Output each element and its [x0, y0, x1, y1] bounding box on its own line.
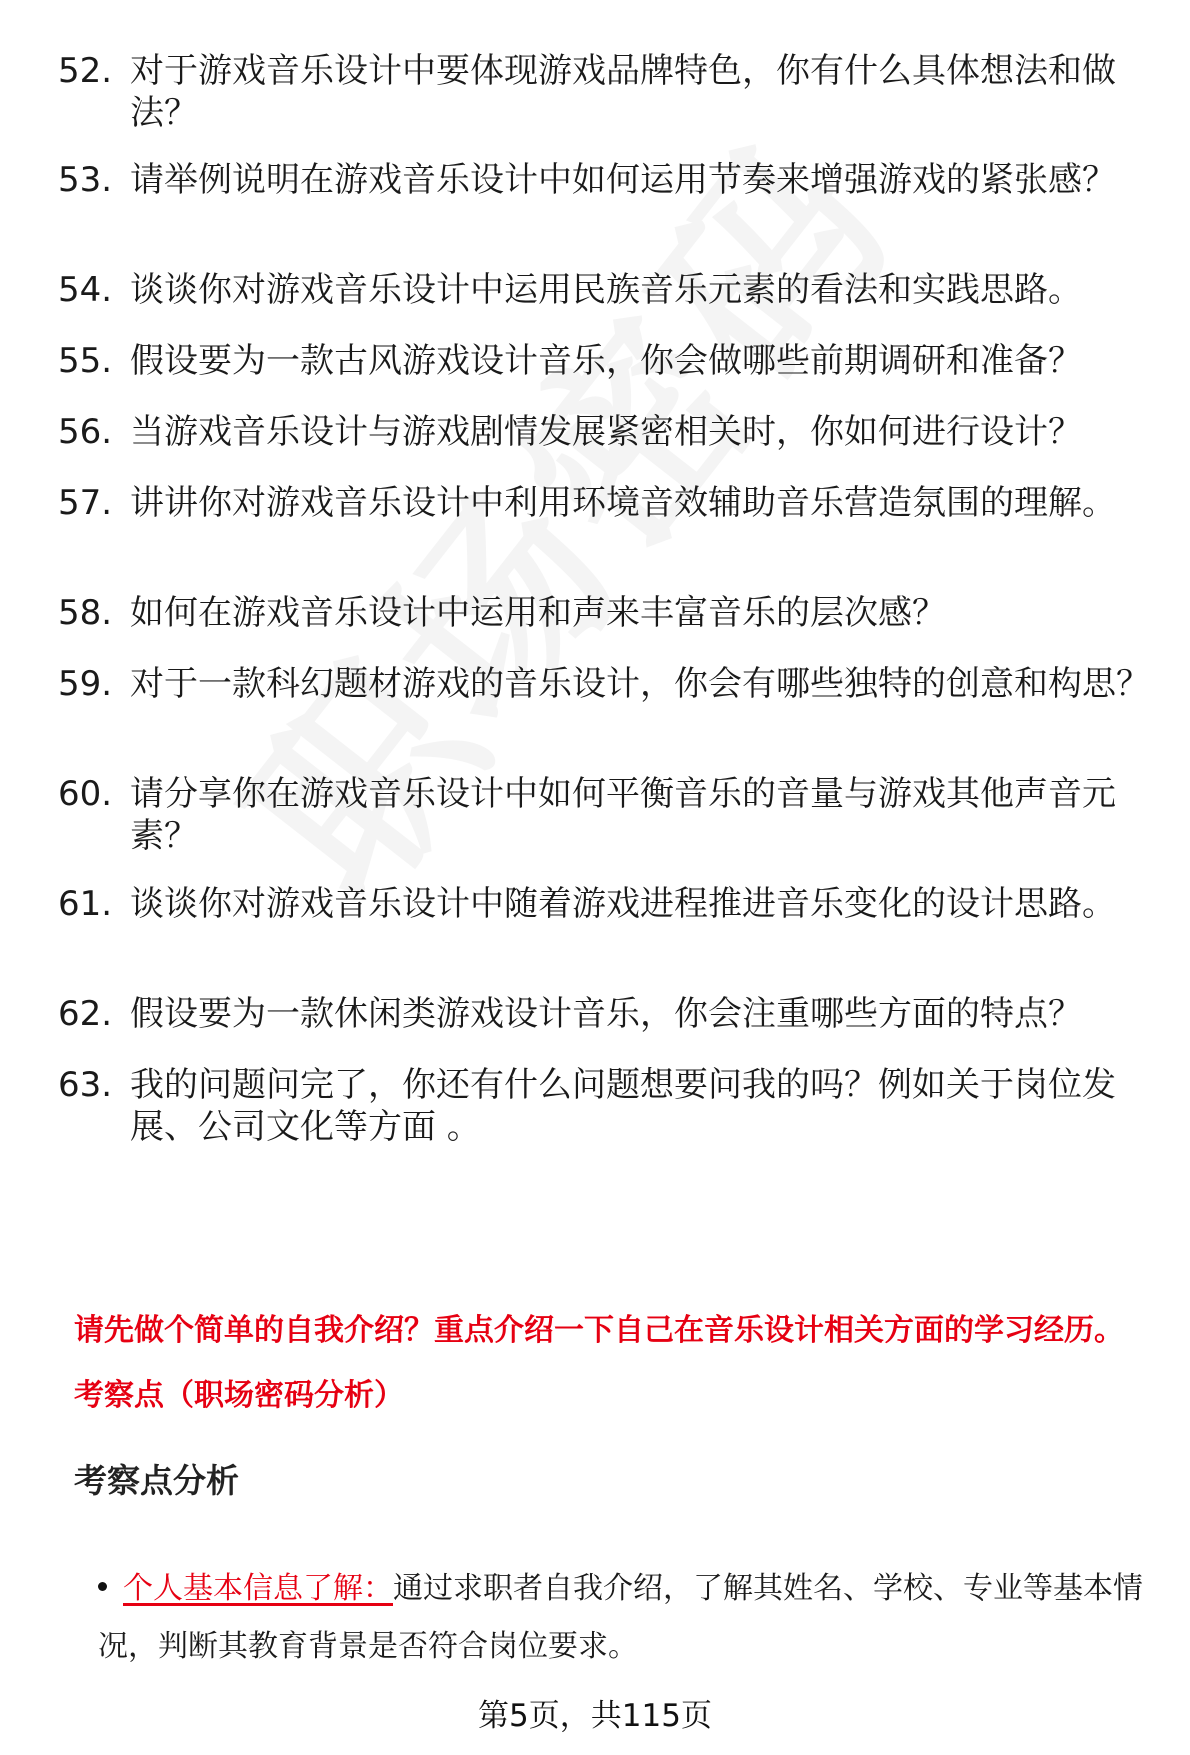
- bullet-text: 通过求职者自我介绍，了解其姓名、学校、专业等基本情况，判断其教育背景是否符合岗位要求。: [98, 1571, 1143, 1664]
- question-item: [58, 411, 1158, 482]
- bullet-dot-icon: [98, 1582, 107, 1591]
- question-number: 58.: [58, 593, 113, 633]
- question-item: [58, 1064, 1158, 1174]
- question-text: 谈谈你对游戏音乐设计中随着游戏进程推进音乐变化的设计思路。: [130, 884, 1116, 924]
- bullet-key: 个人基本信息了解：: [123, 1571, 393, 1606]
- highlight-subtitle: 考察点（职场密码分析）: [74, 1378, 404, 1413]
- question-text: 假设要为一款古风游戏设计音乐，你会做哪些前期调研和准备？: [130, 341, 1082, 381]
- question-number: 53.: [58, 160, 113, 200]
- question-text: 讲讲你对游戏音乐设计中利用环境音效辅助音乐营造氛围的理解。: [130, 483, 1116, 523]
- question-text: 当游戏音乐设计与游戏剧情发展紧密相关时，你如何进行设计？: [130, 412, 1082, 452]
- question-number: 55.: [58, 341, 113, 381]
- question-item: [58, 592, 1158, 663]
- question-item: [58, 269, 1158, 340]
- question-number: 56.: [58, 412, 113, 452]
- question-text: 请举例说明在游戏音乐设计中如何运用节奏来增强游戏的紧张感？: [130, 160, 1116, 200]
- question-text: 谈谈你对游戏音乐设计中运用民族音乐元素的看法和实践思路。: [130, 270, 1082, 310]
- question-item: [58, 883, 1158, 993]
- question-item: [58, 340, 1158, 411]
- question-item: [58, 663, 1158, 773]
- question-text: 对于一款科幻题材游戏的音乐设计，你会有哪些独特的创意和构思？: [130, 664, 1150, 704]
- question-number: 60.: [58, 774, 113, 814]
- question-item: [58, 159, 1158, 269]
- question-text: 请分享你在游戏音乐设计中如何平衡音乐的音量与游戏其他声音元素？: [130, 774, 1116, 856]
- analysis-bullet: [98, 1560, 1158, 1676]
- page-footer: 第5页，共115页: [478, 1698, 712, 1734]
- question-item: [58, 773, 1158, 883]
- question-number: 57.: [58, 483, 113, 523]
- question-number: 61.: [58, 884, 113, 924]
- question-item: [58, 482, 1158, 592]
- question-text: 如何在游戏音乐设计中运用和声来丰富音乐的层次感？: [130, 593, 946, 633]
- question-number: 54.: [58, 270, 113, 310]
- question-text: 对于游戏音乐设计中要体现游戏品牌特色，你有什么具体想法和做法？: [130, 51, 1116, 133]
- question-text: 假设要为一款休闲类游戏设计音乐，你会注重哪些方面的特点？: [130, 994, 1082, 1034]
- question-list: [58, 50, 1158, 1174]
- question-item: [58, 993, 1158, 1064]
- highlight-question: 请先做个简单的自我介绍？重点介绍一下自己在音乐设计相关方面的学习经历。: [74, 1313, 1124, 1348]
- question-number: 63.: [58, 1065, 113, 1105]
- question-number: 62.: [58, 994, 113, 1034]
- question-text: 我的问题问完了，你还有什么问题想要问我的吗？例如关于岗位发展、公司文化等方面 。: [130, 1065, 1116, 1147]
- question-number: 52.: [58, 51, 113, 91]
- question-item: [58, 50, 1158, 159]
- analysis-heading: 考察点分析: [74, 1461, 239, 1500]
- question-number: 59.: [58, 664, 113, 704]
